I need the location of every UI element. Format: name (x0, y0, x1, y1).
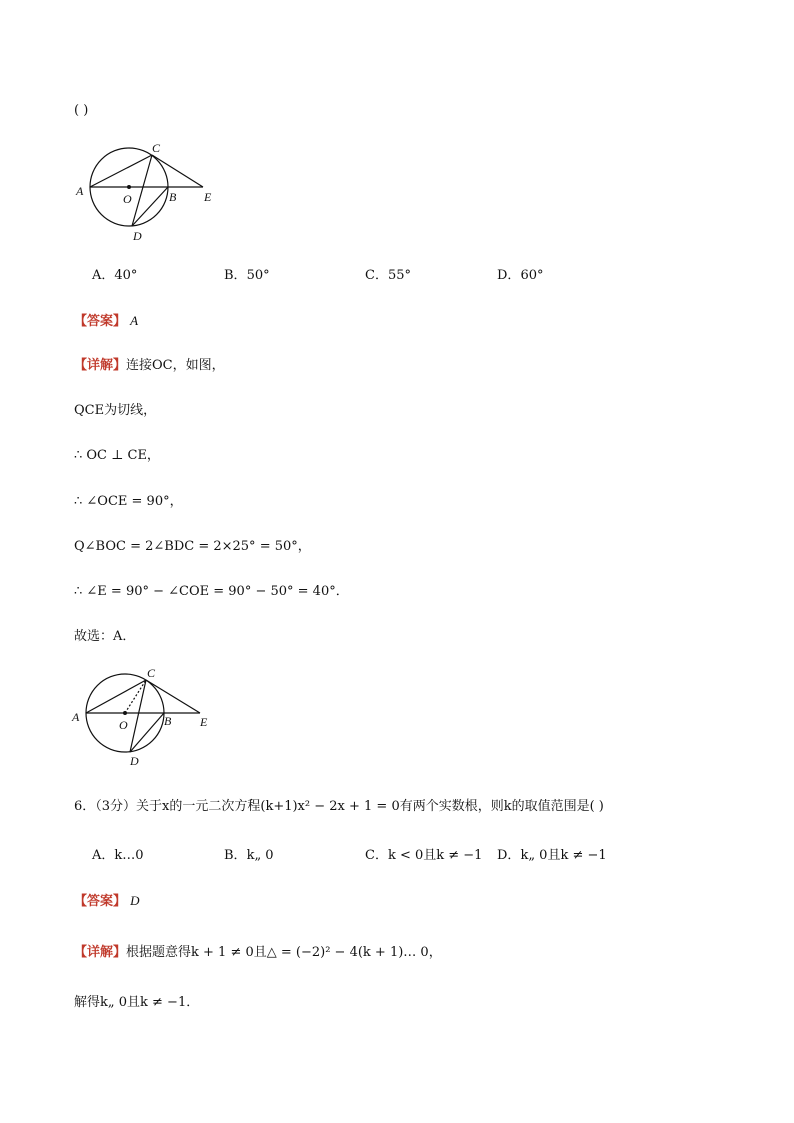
q5-option-a: A．40° (92, 268, 138, 283)
label-B: B (169, 190, 177, 204)
label-D: D (133, 229, 142, 243)
label-D: D (130, 754, 139, 768)
q5-explain-6: ∴ ∠E = 90° − ∠COE = 90° − 50° = 40°． (74, 584, 349, 599)
q6-answer: 【答案】 D (74, 893, 140, 909)
label-E: E (200, 715, 208, 729)
q5-option-d: D．60° (497, 268, 544, 283)
q6-option-a: A．k…0 (92, 848, 144, 863)
q5-figure-2 (70, 666, 230, 766)
q5-option-c: C．55° (365, 268, 411, 283)
label-C: C (152, 141, 161, 155)
q5-figure (72, 140, 232, 243)
q5-explain-1: 【详解】连接OC，如图， (74, 358, 225, 373)
label-O: O (119, 718, 128, 732)
label-B: B (164, 714, 172, 728)
label-A: A (72, 710, 80, 724)
q5-explain-7: 故选：A． (74, 629, 136, 644)
q6-option-c: C．k < 0且k ≠ −1 (365, 848, 483, 863)
q5-option-b: B．50° (224, 268, 270, 283)
label-A: A (76, 184, 84, 198)
q6-solve: 解得k„ 0且k ≠ −1． (74, 995, 200, 1010)
label-O: O (123, 192, 132, 206)
q5-explain-5: Q∠BOC = 2∠BDC = 2×25° = 50°， (74, 539, 311, 554)
label-E: E (204, 190, 212, 204)
q5-paren: ( ) (74, 103, 89, 118)
q5-explain-4: ∴ ∠OCE = 90°， (74, 494, 183, 509)
q6-option-d: D．k„ 0且k ≠ −1 (497, 848, 607, 863)
q5-answer: 【答案】 A (74, 313, 139, 329)
q6-option-b: B．k„ 0 (224, 848, 274, 863)
q6-explain: 【详解】根据题意得k + 1 ≠ 0且△ = (−2)² − 4(k + 1)… 0， (74, 945, 442, 960)
q6-stem: 6．（3分）关于x的一元二次方程(k+1)x² − 2x + 1 = 0有两个实数根，则k的取值范围是( ) (74, 799, 604, 814)
q5-explain-3: ∴ OC ⊥ CE， (74, 448, 160, 463)
q5-explain-2: QCE为切线， (74, 403, 157, 418)
label-C: C (147, 666, 156, 680)
